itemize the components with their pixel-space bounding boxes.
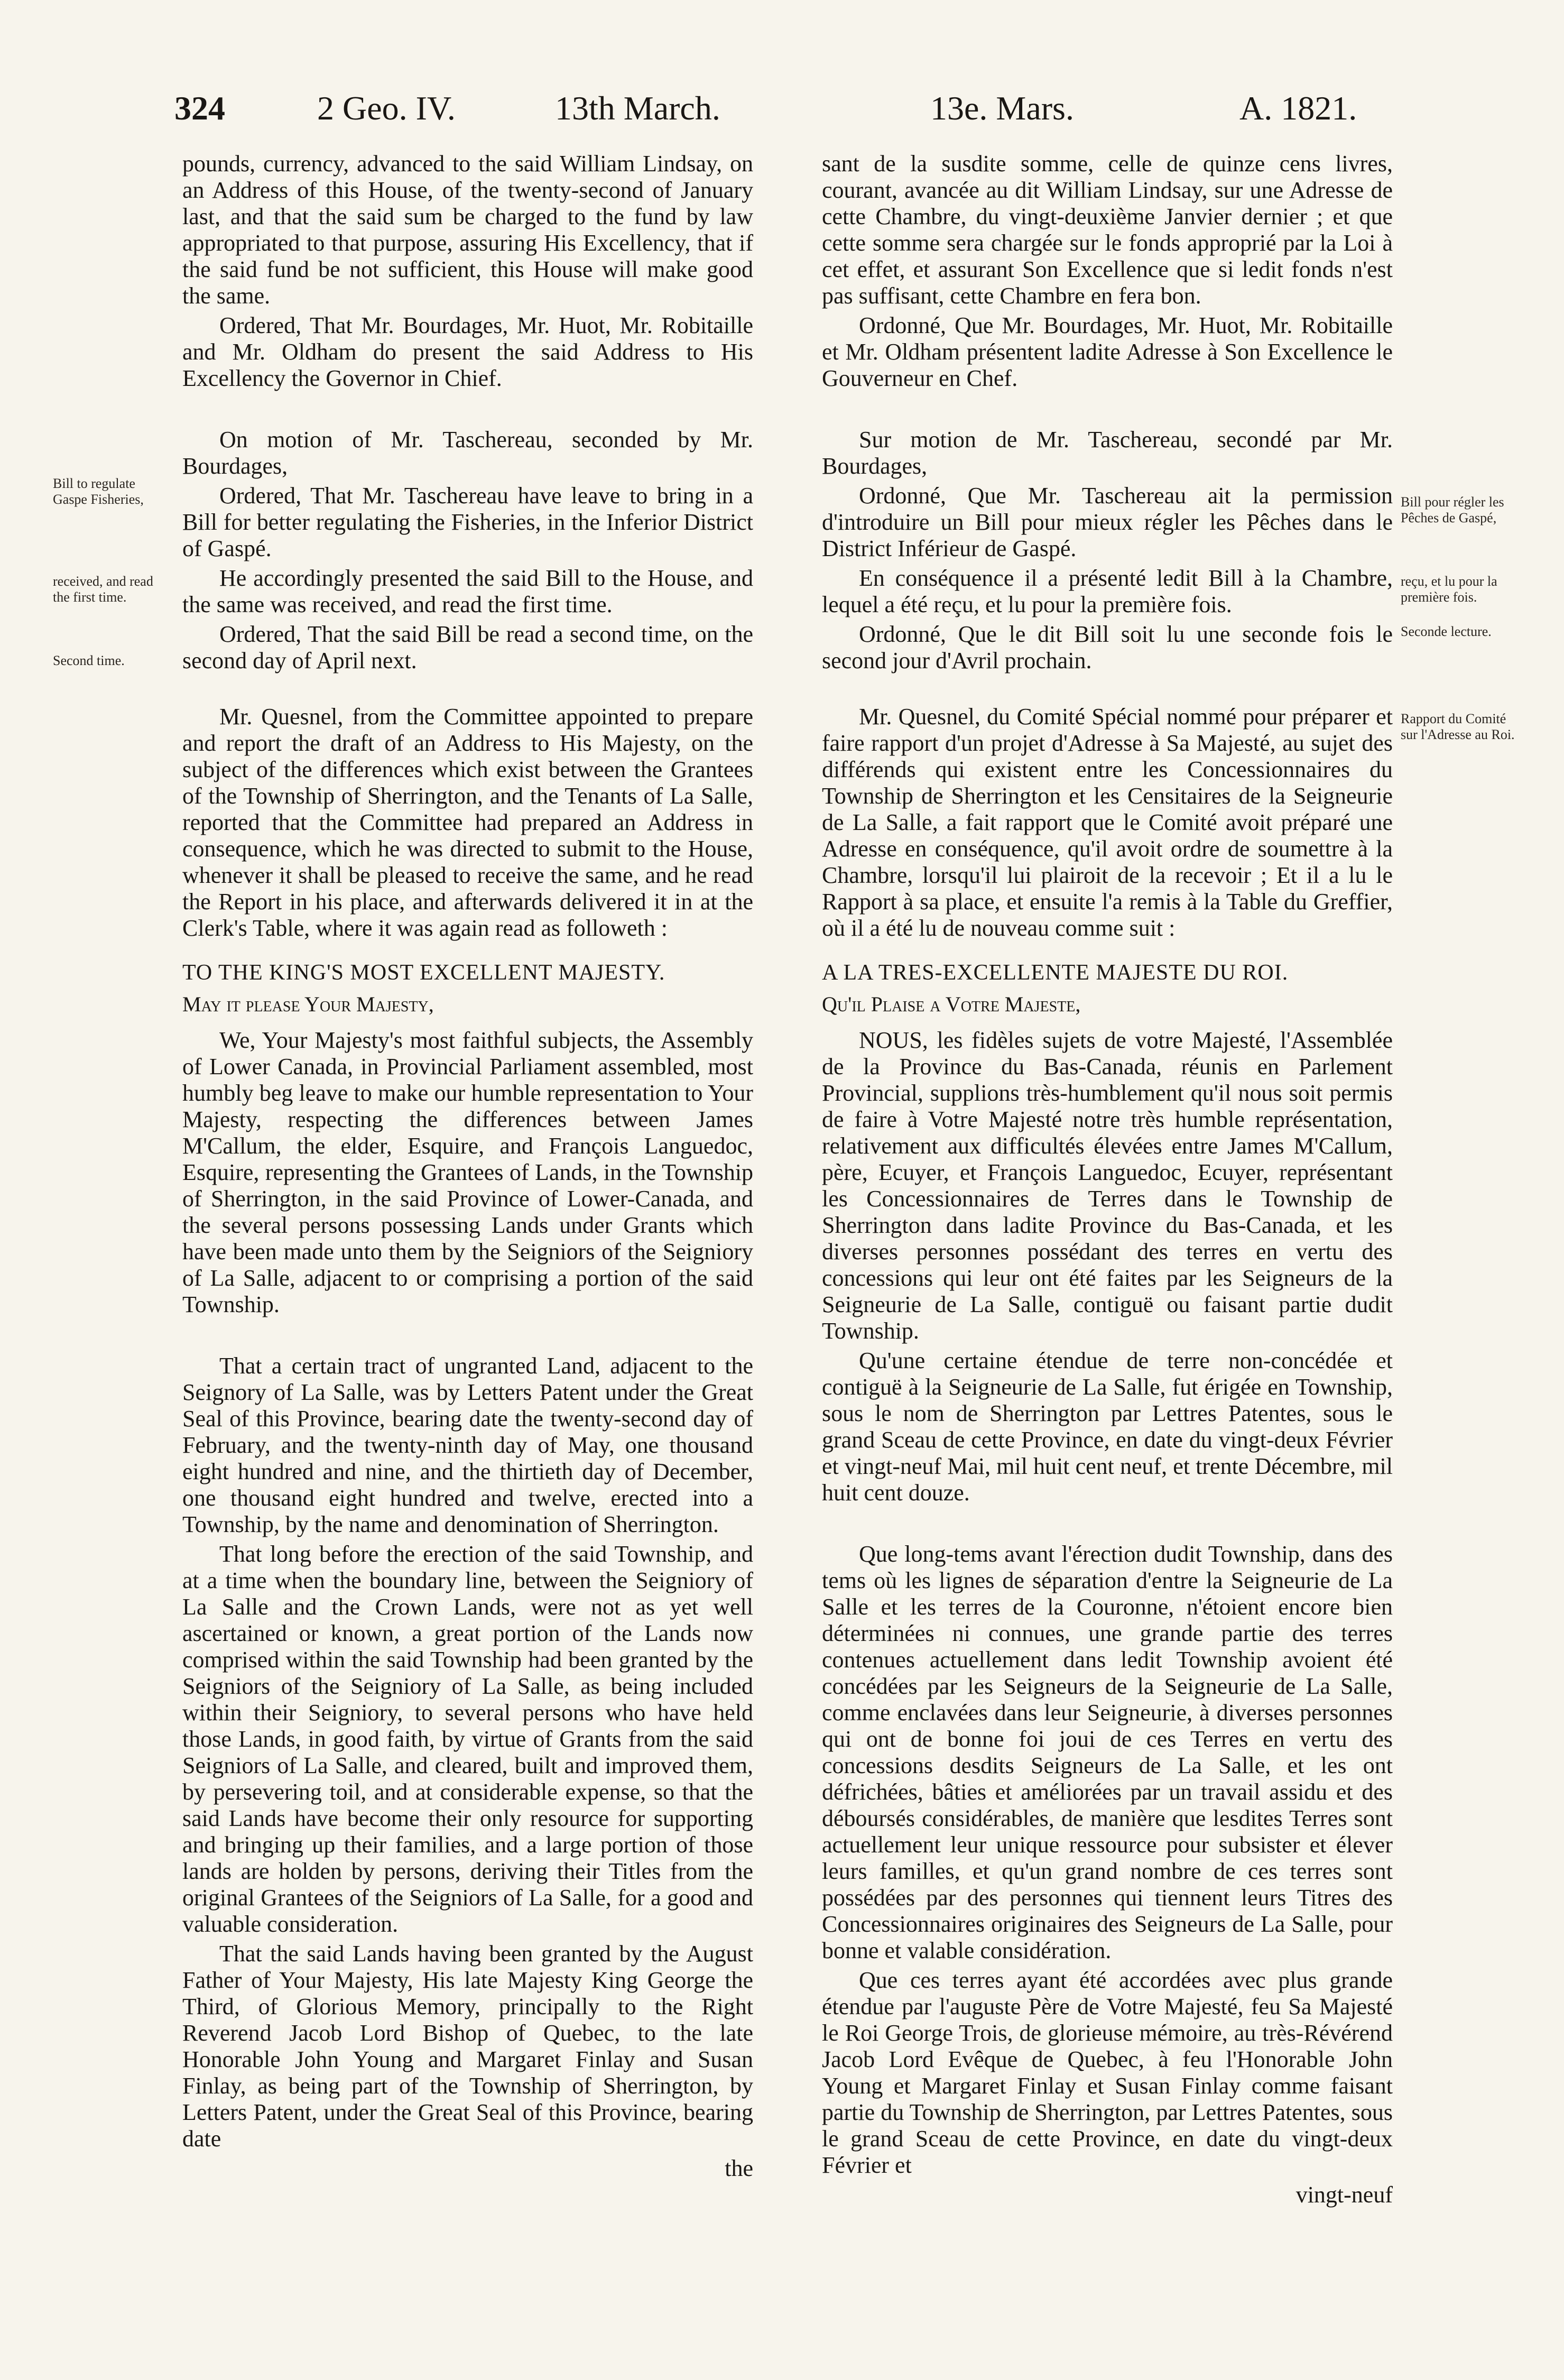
- fr-paragraph: Sur motion de Mr. Taschereau, secondé par Mr. Bourdages,: [822, 427, 1393, 479]
- en-catchword: the: [725, 2155, 753, 2181]
- fr-paragraph: Que ces terres ayant été accordées avec plus grande étendue par l'auguste Père de Votre Majesté, feu Sa Majesté le Roi George Trois, de glorieuse mémoire, au très-Révérend Jacob Lord Evêque de Quebec, à feu l'Honorable John Young et Margaret Finlay et Susan Finlay comme faisant partie du Township de Sherrington, par Lettres Patentes, sous le grand Sceau de cette Province, en date du vingt-deux Février et: [822, 1967, 1393, 2178]
- fr-paragraph: Ordonné, Que Mr. Bourdages, Mr. Huot, Mr. Robitaille et Mr. Oldham présentent ladite Adresse à Son Excellence le Gouverneur en Chef.: [822, 312, 1393, 391]
- date-english: 13th March.: [555, 89, 720, 127]
- french-column: [822, 151, 1393, 2211]
- margin-note-received-fr: reçu, et lu pour la première fois.: [1401, 574, 1497, 605]
- margin-note-bill: Bill to regulate Gaspe Fisheries,: [53, 476, 144, 507]
- fr-catchword: vingt-neuf: [1295, 2182, 1393, 2208]
- fr-paragraph: NOUS, les fidèles sujets de votre Majesté, l'Assemblée de la Province du Bas-Canada, réunis en Parlement Provincial, supplions très-humblement qu'il nous soit permis de faire à Votre Majesté notre très humble représentation, relativement aux difficultés élevées entre James M'Callum, père, Ecuyer, et François Languedoc, Ecuyer, représentant les Concessionnaires de Terres dans le Township de Sherrington dans ladite Province du Bas-Canada, et les diverses personnes possédant des terres en vertu des concessions qui leur ont été faites par les Seigneurs de la Seigneurie de La Salle, contiguë ou faisant partie dudit Township.: [822, 1027, 1393, 1344]
- fr-paragraph: Que long-tems avant l'érection dudit Township, dans des tems où les lignes de séparation d'entre la Seigneurie de La Salle et les terres de la Couronne, n'étoient encore bien déterminées ni connues, une grande partie des terres contenues actuellement dans ledit Township avoient été concédées par les Seigneurs de la Seigneurie de La Salle, comme enclavées dans leur Seigneurie, à diverses personnes qui ont de bonne foi joui de ces Terres en vertu des concessions desdits Seigneurs de La Salle, et les ont défrichées, bâties et améliorées par un travail assidu et des déboursés considérables, de manière que lesdites Terres sont actuellement leur unique ressource pour subsister et élever leurs familles, et qu'un grand nombre de ces terres sont possédées par des personnes qui tiennent leurs Titres des Concessionnaires originaires des Seigneurs de La Salle, pour bonne et valable considération.: [822, 1541, 1393, 1963]
- fr-address-heading: A LA TRES-EXCELLENTE MAJESTE DU ROI.: [822, 961, 1289, 985]
- reign-label: 2 Geo. IV.: [317, 89, 456, 127]
- page-number: 324: [174, 89, 225, 127]
- en-paragraph: pounds, currency, advanced to the said William Lindsay, on an Address of this House, of the twenty-second of January last, and that the said sum be charged to the fund by law appropriated to that purpose, assuring His Excellency, that if the said fund be not sufficient, this House will make good the same.: [182, 151, 753, 309]
- en-paragraph: That the said Lands having been granted by the August Father of Your Majesty, His late Majesty King George the Third, of Glorious Memory, principally to the Right Reverend Jacob Lord Bishop of Quebec, to the late Honorable John Young and Margaret Finlay and Susan Finlay, as being part of the Township of Sherrington, by Letters Patent, under the Great Seal of this Province, bearing date: [182, 1941, 753, 2152]
- en-paragraph: That a certain tract of ungranted Land, adjacent to the Seignory of La Salle, was by Letters Patent under the Great Seal of this Province, bearing date the twenty-second day of February, and the twenty-ninth day of May, one thousand eight hundred and nine, and the thirtieth day of December, one thousand eight hundred and twelve, erected into a Township, by the name and denomination of Sherrington.: [182, 1353, 753, 1537]
- fr-paragraph: Mr. Quesnel, du Comité Spécial nommé pour préparer et faire rapport d'un projet d'Adresse à Sa Majesté, au sujet des différends qui existent entre les Concessionnaires du Township de Sherrington et les Censitaires de la Seigneurie de La Salle, a fait rapport que le Comité avoit préparé une Adresse en conséquence, qu'il avoit ordre de soumettre à la Chambre, lorsqu'il lui plairoit de la recevoir ; Et il a lu le Rapport à sa place, et ensuite l'a remis à la Table du Greffier, où il a été lu de nouveau comme suit :: [822, 704, 1393, 941]
- year-label: A. 1821.: [1239, 89, 1357, 127]
- en-salutation: May it please Your Majesty,: [182, 992, 434, 1016]
- en-address-heading: TO THE KING'S MOST EXCELLENT MAJESTY.: [182, 961, 665, 985]
- en-paragraph: Mr. Quesnel, from the Committee appointed to prepare and report the draft of an Address to His Majesty, on the subject of the differences which exist between the Grantees of the Township of Sherrington, and the Tenants of La Salle, reported that the Committee had prepared an Address in consequence, which he was directed to submit to the House, whenever it shall be pleased to receive the same, and he read the Report in his place, and afterwards delivered it in at the Clerk's Table, where it was again read as followeth :: [182, 704, 753, 941]
- margin-note-second: Second time.: [53, 653, 125, 668]
- margin-note-bill-fr: Bill pour régler les Pêches de Gaspé,: [1401, 494, 1504, 525]
- en-paragraph: On motion of Mr. Taschereau, seconded by Mr. Bourdages,: [182, 427, 753, 479]
- date-french: 13e. Mars.: [930, 89, 1074, 127]
- en-paragraph: Ordered, That the said Bill be read a second time, on the second day of April next.: [182, 621, 753, 674]
- fr-paragraph: Ordonné, Que Mr. Taschereau ait la permission d'introduire un Bill pour mieux régler les Pêches dans le District Inférieur de Gaspé.: [822, 483, 1393, 561]
- margin-note-second-fr: Seconde lecture.: [1401, 624, 1492, 639]
- en-paragraph: Ordered, That Mr. Taschereau have leave to bring in a Bill for better regulating the Fisheries, in the Inferior District of Gaspé.: [182, 483, 753, 561]
- english-column: [182, 151, 753, 2185]
- fr-paragraph: En conséquence il a présenté ledit Bill à la Chambre, lequel a été reçu, et lu pour la première fois.: [822, 565, 1393, 617]
- en-paragraph: That long before the erection of the said Township, and at a time when the boundary line, between the Seigniory of La Salle and the Crown Lands, were not as yet well ascertained or known, a great portion of the Lands now comprised within the said Township had been granted by the Seigniors of the Seigniory of La Salle, as being included within their Seigniory, to several persons who have held those Lands, in good faith, by virtue of Grants from the said Seigniors of La Salle, and cleared, built and improved them, by persevering toil, and at considerable expense, so that the said Lands have become their only resource for supporting and bringing up their families, and a large portion of those lands are holden by persons, deriving their Titles from the original Grantees of the Seigniors of La Salle, for a good and valuable consideration.: [182, 1541, 753, 1937]
- margin-note-report-fr: Rapport du Comité sur l'Adresse au Roi.: [1401, 711, 1515, 742]
- fr-salutation: Qu'il Plaise a Votre Majeste,: [822, 992, 1081, 1016]
- en-paragraph: We, Your Majesty's most faithful subjects, the Assembly of Lower Canada, in Provincial Parliament assembled, most humbly beg leave to make our humble representation to Your Majesty, respecting the differences between James M'Callum, the elder, Esquire, and François Languedoc, Esquire, representing the Grantees of Lands, in the Township of Sherrington, in the said Province of Lower-Canada, and the several persons possessing Lands under Grants which have been made unto them by the Seigniors of the Seigniory of La Salle, adjacent to or comprising a portion of the said Township.: [182, 1027, 753, 1317]
- page-header: [174, 79, 1443, 137]
- en-paragraph: He accordingly presented the said Bill to the House, and the same was received, and read the first time.: [182, 565, 753, 617]
- en-paragraph: Ordered, That Mr. Bourdages, Mr. Huot, Mr. Robitaille and Mr. Oldham do present the said Address to His Excellency the Governor in Chief.: [182, 312, 753, 391]
- margin-note-received: received, and read the first time.: [53, 574, 153, 605]
- fr-paragraph: Ordonné, Que le dit Bill soit lu une seconde fois le second jour d'Avril prochain.: [822, 621, 1393, 674]
- fr-paragraph: sant de la susdite somme, celle de quinze cens livres, courant, avancée au dit William Lindsay, sur une Adresse de cette Chambre, du vingt-deuxième Janvier dernier ; et que cette somme sera chargée sur le fonds approprié par la Loi à cet effet, et assurant Son Excellence que si ledit fonds n'est pas suffisant, cette Chambre en fera bon.: [822, 151, 1393, 309]
- fr-paragraph: Qu'une certaine étendue de terre non-concédée et contiguë à la Seigneurie de La Salle, fut érigée en Township, sous le nom de Sherrington par Lettres Patentes, sous le grand Sceau de cette Province, en date du vingt-deux Février et vingt-neuf Mai, mil huit cent neuf, et trente Décembre, mil huit cent douze.: [822, 1348, 1393, 1506]
